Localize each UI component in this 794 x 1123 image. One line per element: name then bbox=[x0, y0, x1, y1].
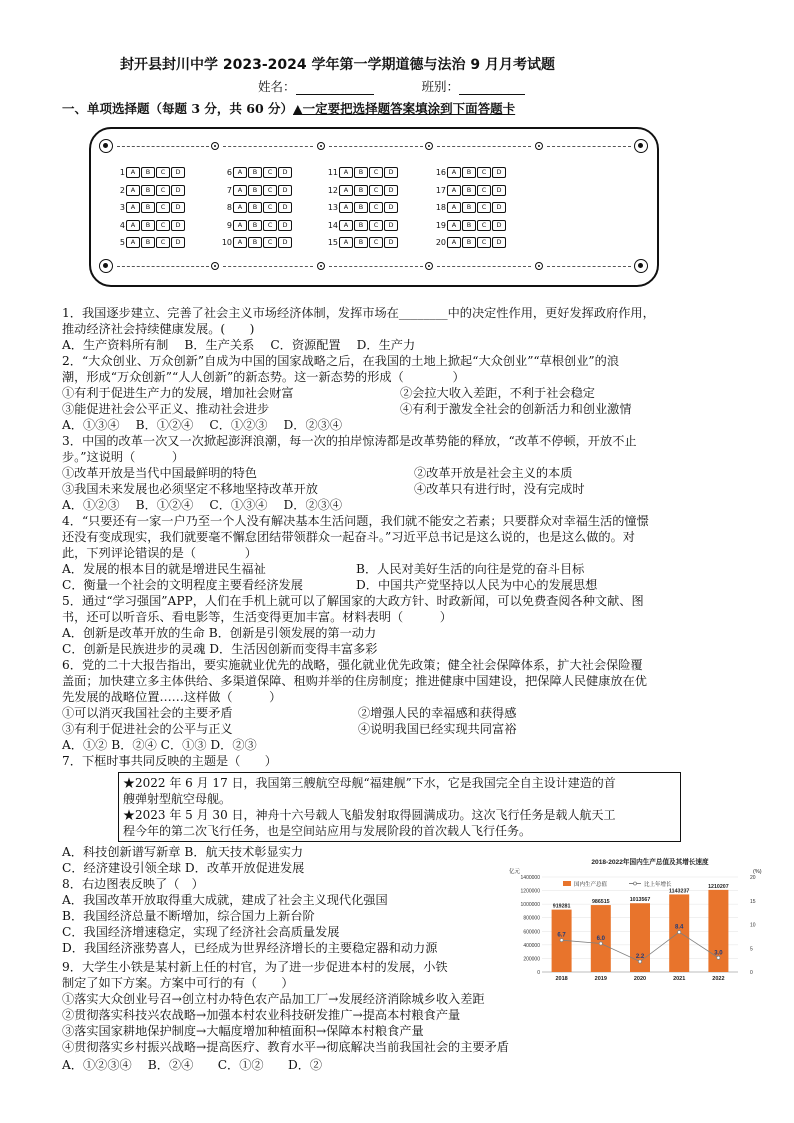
right-tick-label: 0 bbox=[750, 970, 753, 976]
left-tick-label: 1200000 bbox=[520, 888, 540, 895]
answer-bubble-14-C[interactable]: C bbox=[369, 220, 383, 231]
answer-bubble-2-B[interactable]: B bbox=[141, 185, 155, 196]
answer-bubble-3-D[interactable]: D bbox=[171, 202, 185, 213]
left-tick-label: 1000000 bbox=[520, 902, 540, 909]
x-tick-label: 2022 bbox=[712, 976, 725, 982]
answer-bubble-13-D[interactable]: D bbox=[384, 202, 398, 213]
corner-target-icon bbox=[99, 259, 113, 273]
growth-label: 8.4 bbox=[675, 924, 684, 931]
answer-row-number: 16 bbox=[435, 168, 446, 177]
answer-bubble-19-C[interactable]: C bbox=[477, 220, 491, 231]
q7-options-ab: A．科技创新谱写新章 B．航天技术彰显实力 bbox=[62, 845, 304, 859]
gdp-bar-label: 1143237 bbox=[669, 888, 690, 895]
answer-bubble-1-D[interactable]: D bbox=[171, 167, 185, 178]
q4-stem-cont2: 此，下列评论错误的是（ ） bbox=[62, 546, 257, 560]
section-title: 一、单项选择题（每题 3 分，共 60 分） bbox=[62, 101, 294, 116]
growth-point bbox=[599, 942, 602, 945]
answer-bubble-15-C[interactable]: C bbox=[369, 237, 383, 248]
answer-bubble-11-B[interactable]: B bbox=[354, 167, 368, 178]
q7-news-box bbox=[118, 772, 681, 842]
answer-bubble-9-B[interactable]: B bbox=[248, 220, 262, 231]
q6-stem: 6．党的二十大报告指出，要实施就业优先的战略，强化就业优先政策；健全社会保障体系，扩大社会保险覆 bbox=[62, 658, 643, 672]
answer-bubble-19-D[interactable]: D bbox=[492, 220, 506, 231]
answer-row-1 bbox=[113, 167, 186, 178]
answer-bubble-13-A[interactable]: A bbox=[339, 202, 353, 213]
q1-options: A．生产资料所有制 B．生产关系 C．资源配置 D．生产力 bbox=[62, 338, 416, 352]
answer-bubble-11-C[interactable]: C bbox=[369, 167, 383, 178]
answer-bubble-16-A[interactable]: A bbox=[447, 167, 461, 178]
answer-bubble-7-A[interactable]: A bbox=[233, 185, 247, 196]
right-tick-label: 10 bbox=[750, 922, 756, 929]
answer-bubble-2-D[interactable]: D bbox=[171, 185, 185, 196]
answer-bubble-18-A[interactable]: A bbox=[447, 202, 461, 213]
legend-bar-label: 国内生产总值 bbox=[574, 882, 608, 888]
q5-stem: 5．通过“学习强国”APP，人们在手机上就可以了解国家的大政方针、时政新闻，可以免费查阅各种文献、图 bbox=[62, 594, 644, 608]
right-tick-label: 15 bbox=[750, 898, 756, 905]
answer-bubble-20-D[interactable]: D bbox=[492, 237, 506, 248]
timing-mark-icon bbox=[317, 142, 325, 150]
answer-bubble-16-B[interactable]: B bbox=[462, 167, 476, 178]
gdp-bar-label: 986515 bbox=[591, 899, 610, 906]
chart-title: 2018-2022年国内生产总值及其增长速度 bbox=[591, 859, 709, 866]
answer-bubble-14-A[interactable]: A bbox=[339, 220, 353, 231]
q2-statement-3: ③能促进社会公平正义、推动社会进步 bbox=[62, 402, 270, 416]
answer-bubble-5-D[interactable]: D bbox=[171, 237, 185, 248]
answer-row-3 bbox=[113, 202, 186, 213]
answer-bubble-6-D[interactable]: D bbox=[278, 167, 292, 178]
q3-stem-cont: 步。”这说明（ ） bbox=[62, 450, 185, 464]
q6-stem-cont: 盖面；加快建立多主体供给、多渠道保障、租购并举的住房制度；推进健康中国建设，把保障人民健康放在优 bbox=[62, 674, 647, 688]
q7-options-cd: C．经济建设引领全球 D．改革开放促进发展 bbox=[62, 861, 305, 875]
q2-statement-2: ②会拉大收入差距，不利于社会稳定 bbox=[400, 386, 595, 400]
q9-statement-3: ③落实国家耕地保护制度→大幅度增加种植面积→保障本村粮食产量 bbox=[62, 1024, 424, 1038]
q3-stem: 3．中国的改革一次又一次掀起澎湃浪潮，每一次的拍岸惊涛都是改革势能的释放，“改革不停顿，开放不止 bbox=[62, 434, 637, 448]
growth-point bbox=[678, 931, 681, 934]
q4-option-c: C．衡量一个社会的文明程度主要看经济发展 bbox=[62, 578, 303, 592]
answer-bubble-17-A[interactable]: A bbox=[447, 185, 461, 196]
answer-row-15 bbox=[326, 237, 399, 248]
gdp-chart bbox=[505, 855, 775, 983]
q7-news-1-cont: 艘弹射型航空母舰。 bbox=[123, 792, 232, 806]
answer-row-6 bbox=[220, 167, 293, 178]
timing-mark-icon bbox=[535, 142, 543, 150]
growth-point bbox=[717, 956, 720, 959]
timing-mark-icon bbox=[211, 262, 219, 270]
answer-row-11 bbox=[326, 167, 399, 178]
page-title: 封开县封川中学 2023-2024 学年第一学期道德与法治 9 月月考试题 bbox=[120, 57, 555, 73]
answer-bubble-18-D[interactable]: D bbox=[492, 202, 506, 213]
q3-statement-1: ①改革开放是当代中国最鲜明的特色 bbox=[62, 466, 257, 480]
q9-statement-1: ①落实大众创业号召→创立村办特色农产品加工厂→发展经济消除城乡收入差距 bbox=[62, 992, 485, 1006]
q2-stem-cont: 潮，形成“万众创新”“人人创新”的新态势。这一新态势的形成（ ） bbox=[62, 370, 465, 384]
answer-row-number: 6 bbox=[226, 168, 232, 177]
growth-label: 3.0 bbox=[714, 950, 723, 957]
q8-option-a: A．我国改革开放取得重大成就，建成了社会主义现代化强国 bbox=[62, 893, 388, 907]
x-tick-label: 2021 bbox=[673, 976, 686, 982]
answer-bubble-15-A[interactable]: A bbox=[339, 237, 353, 248]
answer-bubble-4-D[interactable]: D bbox=[171, 220, 185, 231]
corner-target-icon bbox=[634, 139, 648, 153]
q9-statement-2: ②贯彻落实科技兴农战略→加强本村农业科技研发推广→提高本村粮食产量 bbox=[62, 1008, 461, 1022]
class-label: 班别： bbox=[421, 79, 459, 94]
answer-bubble-9-A[interactable]: A bbox=[233, 220, 247, 231]
answer-bubble-8-B[interactable]: B bbox=[248, 202, 262, 213]
answer-bubble-16-C[interactable]: C bbox=[477, 167, 491, 178]
q2-statement-4: ④有利于激发全社会的创新活力和创业激情 bbox=[400, 402, 632, 416]
left-tick-label: 1400000 bbox=[520, 875, 540, 881]
q4-option-a: A．发展的根本目的就是增进民生福祉 bbox=[62, 562, 266, 576]
left-tick-label: 200000 bbox=[523, 956, 540, 963]
gdp-bar-label: 919281 bbox=[552, 903, 571, 910]
answer-bubble-11-D[interactable]: D bbox=[384, 167, 398, 178]
q9-statement-4: ④贯彻落实乡村振兴战略→提高医疗、教育水平→彻底解决当前我国社会的主要矛盾 bbox=[62, 1040, 509, 1054]
class-field[interactable] bbox=[459, 79, 525, 95]
growth-label: 6.0 bbox=[596, 936, 605, 942]
answer-row-number: 4 bbox=[119, 221, 125, 230]
q8-option-c: C．我国经济增速稳定，实现了经济社会高质量发展 bbox=[62, 925, 340, 939]
right-tick-label: 5 bbox=[750, 946, 753, 953]
answer-bubble-10-B[interactable]: B bbox=[248, 237, 262, 248]
answer-row-number: 5 bbox=[119, 238, 125, 247]
answer-bubble-12-A[interactable]: A bbox=[339, 185, 353, 196]
answer-row-number: 19 bbox=[435, 221, 446, 230]
answer-row-number: 10 bbox=[221, 238, 232, 247]
answer-bubble-3-B[interactable]: B bbox=[141, 202, 155, 213]
q6-statement-2: ②增强人民的幸福感和获得感 bbox=[358, 706, 517, 720]
answer-row-number: 15 bbox=[327, 238, 338, 247]
answer-bubble-7-C[interactable]: C bbox=[263, 185, 277, 196]
answer-row-5 bbox=[113, 237, 186, 248]
legend-line-marker bbox=[634, 882, 637, 885]
name-field[interactable] bbox=[296, 79, 374, 95]
x-tick-label: 2020 bbox=[633, 976, 647, 982]
timing-mark-icon bbox=[425, 262, 433, 270]
answer-bubble-5-B[interactable]: B bbox=[141, 237, 155, 248]
q7-news-2: ★2023 年 5 月 30 日，神舟十六号载人飞船发射取得圆满成功。这次飞行任务是载人航天工 bbox=[123, 808, 616, 822]
answer-bubble-17-B[interactable]: B bbox=[462, 185, 476, 196]
answer-bubble-15-D[interactable]: D bbox=[384, 237, 398, 248]
q3-statement-2: ②改革开放是社会主义的本质 bbox=[414, 466, 573, 480]
answer-bubble-6-C[interactable]: C bbox=[263, 167, 277, 178]
answer-bubble-1-C[interactable]: C bbox=[156, 167, 170, 178]
answer-row-9 bbox=[220, 220, 293, 231]
x-tick-label: 2019 bbox=[594, 976, 607, 982]
q9-stem: 9．大学生小铁是某村新上任的村官，为了进一步促进本村的发展，小铁 bbox=[62, 960, 448, 974]
q2-options: A．①③④ B．①②④ C．①②③ D．②③④ bbox=[62, 418, 343, 432]
q5-options-ab: A．创新是改革开放的生命 B．创新是引领发展的第一动力 bbox=[62, 626, 377, 640]
answer-bubble-8-C[interactable]: C bbox=[263, 202, 277, 213]
answer-bubble-7-B[interactable]: B bbox=[248, 185, 262, 196]
answer-bubble-13-C[interactable]: C bbox=[369, 202, 383, 213]
answer-row-12 bbox=[326, 185, 399, 196]
answer-bubble-19-B[interactable]: B bbox=[462, 220, 476, 231]
answer-row-18 bbox=[434, 202, 507, 213]
q7-stem: 7．下框时事共同反映的主题是（ ） bbox=[62, 754, 277, 768]
answer-bubble-4-B[interactable]: B bbox=[141, 220, 155, 231]
q1-stem: 1．我国逐步建立、完善了社会主义市场经济体制，发挥市场在________中的决定性作用，更好发挥政府作用， bbox=[62, 306, 655, 320]
answer-row-number: 14 bbox=[327, 221, 338, 230]
growth-point bbox=[638, 960, 641, 963]
right-tick-label: 20 bbox=[750, 875, 756, 881]
answer-row-13 bbox=[326, 202, 399, 213]
answer-bubble-10-C[interactable]: C bbox=[263, 237, 277, 248]
answer-row-16 bbox=[434, 167, 507, 178]
timing-mark-icon bbox=[317, 262, 325, 270]
answer-row-number: 8 bbox=[226, 203, 232, 212]
q7-news-2-cont: 程今年的第二次飞行任务，也是空间站应用与发展阶段的首次载人飞行任务。 bbox=[123, 824, 532, 838]
answer-bubble-18-B[interactable]: B bbox=[462, 202, 476, 213]
answer-row-number: 20 bbox=[435, 238, 446, 247]
q5-options-cd: C．创新是民族进步的灵魂 D．生活因创新而变得丰富多彩 bbox=[62, 642, 378, 656]
q6-statement-1: ①可以消灭我国社会的主要矛盾 bbox=[62, 706, 233, 720]
x-tick-label: 2018 bbox=[555, 976, 568, 982]
answer-row-7 bbox=[220, 185, 293, 196]
q8-option-b: B．我国经济总量不断增加，综合国力上新台阶 bbox=[62, 909, 315, 923]
answer-row-number: 2 bbox=[119, 186, 125, 195]
section-warning: ▲一定要把选择题答案填涂到下面答题卡 bbox=[293, 101, 516, 116]
q2-stem: 2．“大众创业、万众创新”自成为中国的国家战略之后，在我国的土地上掀起“大众创业”“草根创业”的浪 bbox=[62, 354, 620, 368]
growth-label: 2.2 bbox=[635, 954, 645, 961]
answer-bubble-12-C[interactable]: C bbox=[369, 185, 383, 196]
answer-bubble-20-C[interactable]: C bbox=[477, 237, 491, 248]
q4-stem-cont: 还没有变成现实，我们就要毫不懈怠团结带领群众一起奋斗。”习近平总书记是这么说的，也是这么做的。对 bbox=[62, 530, 635, 544]
growth-point bbox=[560, 939, 563, 942]
q4-option-b: B．人民对美好生活的向往是党的奋斗目标 bbox=[356, 562, 585, 576]
answer-bubble-3-C[interactable]: C bbox=[156, 202, 170, 213]
left-tick-label: 600000 bbox=[523, 929, 540, 936]
answer-bubble-18-C[interactable]: C bbox=[477, 202, 491, 213]
answer-card bbox=[89, 127, 659, 287]
answer-bubble-9-D[interactable]: D bbox=[278, 220, 292, 231]
answer-row-17 bbox=[434, 185, 507, 196]
corner-target-icon bbox=[634, 259, 648, 273]
answer-bubble-1-B[interactable]: B bbox=[141, 167, 155, 178]
answer-bubble-12-B[interactable]: B bbox=[354, 185, 368, 196]
answer-bubble-12-D[interactable]: D bbox=[384, 185, 398, 196]
q1-stem-cont: 推动经济社会持续健康发展。( ) bbox=[62, 322, 255, 336]
q4-option-d: D．中国共产党坚持以人民为中心的发展思想 bbox=[356, 578, 598, 592]
answer-bubble-19-A[interactable]: A bbox=[447, 220, 461, 231]
answer-bubble-10-A[interactable]: A bbox=[233, 237, 247, 248]
q6-statement-4: ④说明我国已经实现共同富裕 bbox=[358, 722, 517, 736]
answer-bubble-4-C[interactable]: C bbox=[156, 220, 170, 231]
gdp-chart-svg bbox=[505, 855, 775, 983]
answer-bubble-14-D[interactable]: D bbox=[384, 220, 398, 231]
answer-bubble-20-A[interactable]: A bbox=[447, 237, 461, 248]
q3-statement-3: ③我国未来发展也必须坚定不移地坚持改革开放 bbox=[62, 482, 318, 496]
answer-row-20 bbox=[434, 237, 507, 248]
q6-stem-cont2: 先发展的战略位置……这样做（ ） bbox=[62, 690, 282, 704]
answer-row-number: 11 bbox=[327, 168, 338, 177]
timing-mark-icon bbox=[425, 142, 433, 150]
q7-news-1: ★2022 年 6 月 17 日，我国第三艘航空母舰“福建舰”下水，它是我国完全自主设计建造的首 bbox=[123, 776, 616, 790]
answer-row-number: 9 bbox=[226, 221, 232, 230]
q9-options: A．①②③④ B．②④ C．①② D．② bbox=[62, 1058, 323, 1072]
answer-row-14 bbox=[326, 220, 399, 231]
answer-bubble-17-D[interactable]: D bbox=[492, 185, 506, 196]
name-label: 姓名： bbox=[258, 79, 296, 94]
answer-bubble-8-D[interactable]: D bbox=[278, 202, 292, 213]
answer-bubble-8-A[interactable]: A bbox=[233, 202, 247, 213]
answer-row-number: 17 bbox=[435, 186, 446, 195]
answer-row-number: 12 bbox=[327, 186, 338, 195]
answer-row-19 bbox=[434, 220, 507, 231]
growth-label: 6.7 bbox=[557, 932, 566, 939]
left-tick-label: 0 bbox=[537, 970, 540, 976]
q9-stem-cont: 制定了如下方案。方案中可行的有（ ） bbox=[62, 976, 294, 990]
gdp-bar-label: 1013567 bbox=[629, 897, 651, 904]
corner-target-icon bbox=[99, 139, 113, 153]
answer-row-4 bbox=[113, 220, 186, 231]
q6-statement-3: ③有利于促进社会的公平与正义 bbox=[62, 722, 233, 736]
answer-bubble-1-A[interactable]: A bbox=[126, 167, 140, 178]
answer-bubble-5-A[interactable]: A bbox=[126, 237, 140, 248]
q6-options: A．①② B．②④ C．①③ D．②③ bbox=[62, 738, 257, 752]
left-tick-label: 800000 bbox=[523, 915, 540, 922]
answer-row-number: 18 bbox=[435, 203, 446, 212]
legend-bar-swatch bbox=[563, 881, 571, 886]
answer-bubble-14-B[interactable]: B bbox=[354, 220, 368, 231]
legend-line-label: 比上年增长 bbox=[644, 882, 672, 888]
answer-bubble-16-D[interactable]: D bbox=[492, 167, 506, 178]
answer-bubble-7-D[interactable]: D bbox=[278, 185, 292, 196]
q2-statement-1: ①有利于促进生产力的发展，增加社会财富 bbox=[62, 386, 294, 400]
answer-bubble-9-C[interactable]: C bbox=[263, 220, 277, 231]
answer-bubble-4-A[interactable]: A bbox=[126, 220, 140, 231]
timing-mark-icon bbox=[535, 262, 543, 270]
q5-stem-cont: 书，还可以听音乐、看电影等，生活变得更加丰富。材料表明（ ） bbox=[62, 610, 452, 624]
right-axis-unit: (%) bbox=[753, 869, 762, 875]
answer-bubble-15-B[interactable]: B bbox=[354, 237, 368, 248]
q3-options: A．①②③ B．①②④ C．①③④ D．②③④ bbox=[62, 498, 343, 512]
answer-bubble-2-A[interactable]: A bbox=[126, 185, 140, 196]
q4-stem: 4．“只要还有一家一户乃至一个人没有解决基本生活问题，我们就不能安之若素；只要群众对幸福生活的憧憬 bbox=[62, 514, 649, 528]
answer-row-10 bbox=[220, 237, 293, 248]
answer-bubble-13-B[interactable]: B bbox=[354, 202, 368, 213]
left-axis-unit: 亿元 bbox=[509, 869, 521, 875]
left-tick-label: 400000 bbox=[523, 942, 540, 949]
answer-row-8 bbox=[220, 202, 293, 213]
answer-bubble-10-D[interactable]: D bbox=[278, 237, 292, 248]
q8-option-d: D．我国经济涨势喜人，已经成为世界经济增长的主要稳定器和动力源 bbox=[62, 941, 438, 955]
timing-mark-icon bbox=[211, 142, 219, 150]
answer-row-number: 13 bbox=[327, 203, 338, 212]
gdp-bar-label: 1210207 bbox=[708, 883, 729, 890]
answer-bubble-3-A[interactable]: A bbox=[126, 202, 140, 213]
answer-bubble-6-A[interactable]: A bbox=[233, 167, 247, 178]
answer-bubble-5-C[interactable]: C bbox=[156, 237, 170, 248]
student-info-line bbox=[258, 77, 525, 95]
answer-bubble-20-B[interactable]: B bbox=[462, 237, 476, 248]
answer-bubble-6-B[interactable]: B bbox=[248, 167, 262, 178]
answer-row-number: 1 bbox=[119, 168, 125, 177]
answer-bubble-11-A[interactable]: A bbox=[339, 167, 353, 178]
answer-row-number: 7 bbox=[226, 186, 232, 195]
q3-statement-4: ④改革只有进行时，没有完成时 bbox=[414, 482, 585, 496]
section-heading bbox=[62, 99, 515, 117]
answer-row-2 bbox=[113, 185, 186, 196]
q8-stem: 8．右边图表反映了（ ） bbox=[62, 877, 204, 891]
answer-bubble-17-C[interactable]: C bbox=[477, 185, 491, 196]
answer-bubble-2-C[interactable]: C bbox=[156, 185, 170, 196]
answer-row-number: 3 bbox=[119, 203, 125, 212]
